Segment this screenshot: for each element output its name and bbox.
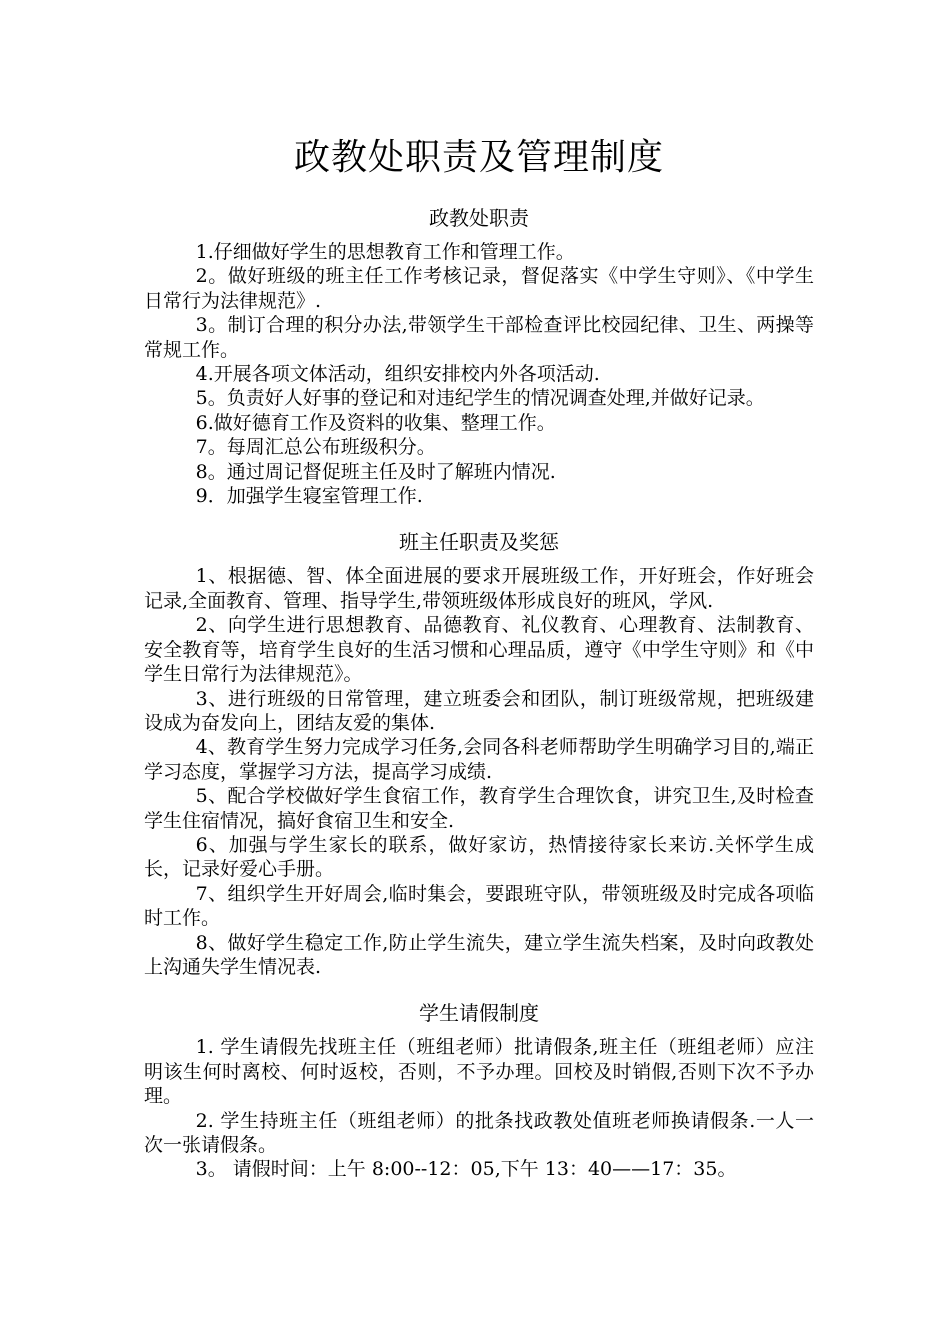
paragraph: 9．加强学生寝室管理工作. (195, 485, 423, 508)
paragraph: 7。每周汇总公布班级积分。 (195, 436, 436, 459)
section-zhengjiao-duties (144, 196, 814, 508)
paragraph: 1.仔细做好学生的思想教育工作和管理工作。 (195, 241, 575, 263)
section-student-leave-policy (144, 991, 814, 1181)
section-heading: 班主任职责及奖惩 (399, 530, 559, 555)
paragraph: 2. 学生持班主任（班组老师）的批条找政教处值班老师换请假条.一人一次一张请假条。 (144, 1109, 814, 1156)
paragraph: 8。通过周记督促班主任及时了解班内情况. (195, 460, 556, 483)
paragraph: 3。 请假时间：上午 8:00--12：05,下午 13：40——17：35。 (195, 1158, 737, 1181)
paragraph: 2。做好班级的班主任工作考核记录，督促落实《中学生守则》、《中学生日常行为法律规范》. (144, 265, 814, 312)
paragraph: 5、配合学校做好学生食宿工作，教育学生合理饮食，讲究卫生,及时检查学生住宿情况，搞好食宿卫生和安全. (144, 785, 814, 832)
paragraph: 3。制订合理的积分办法,带领学生干部检查评比校园纪律、卫生、两操等常规工作。 (144, 314, 814, 361)
paragraph: 4.开展各项文体活动，组织安排校内外各项活动. (195, 363, 600, 386)
paragraph: 4、教育学生努力完成学习任务,会同各科老师帮助学生明确学习目的,端正学习态度，掌握学习方法，提高学习成绩. (144, 736, 814, 783)
paragraph: 6.做好德育工作及资料的收集、整理工作。 (195, 411, 556, 434)
paragraph: 1、根据德、智、体全面进展的要求开展班级工作，开好班会，作好班会记录,全面教育、管理、指导学生,带领班级体形成良好的班风，学风. (144, 565, 814, 612)
paragraph: 6、加强与学生家长的联系，做好家访，热情接待家长来访.关怀学生成长，记录好爱心手册。 (144, 833, 814, 881)
paragraph: 2、向学生进行思想教育、品德教育、礼仪教育、心理教育、法制教育、安全教育等，培育学生良好的生活习惯和心理品质，遵守《中学生守则》和《中学生日常行为法律规范》。 (144, 614, 814, 686)
paragraph: 1. 学生请假先找班主任（班组老师）批请假条,班主任（班组老师）应注明该生何时离校、何时返校，否则，不予办理。回校及时销假,否则下次不予办理。 (144, 1036, 814, 1108)
section-heading: 学生请假制度 (419, 1001, 539, 1026)
section-class-teacher-duties (144, 520, 814, 979)
paragraph: 3、进行班级的日常管理，建立班委会和团队，制订班级常规，把班级建设成为奋发向上，团结友爱的集体. (144, 687, 814, 734)
section-heading: 政教处职责 (429, 206, 529, 230)
paragraph: 7、组织学生开好周会,临时集会，要跟班守队，带领班级及时完成各项临时工作。 (144, 882, 814, 930)
document-title: 政教处职责及管理制度 (293, 137, 664, 178)
paragraph: 5。负责好人好事的登记和对违纪学生的情况调查处理,并做好记录。 (195, 387, 765, 410)
document-page (144, 120, 814, 1182)
paragraph: 8、做好学生稳定工作,防止学生流失，建立学生流失档案，及时向政教处上沟通失学生情况表. (144, 931, 814, 978)
